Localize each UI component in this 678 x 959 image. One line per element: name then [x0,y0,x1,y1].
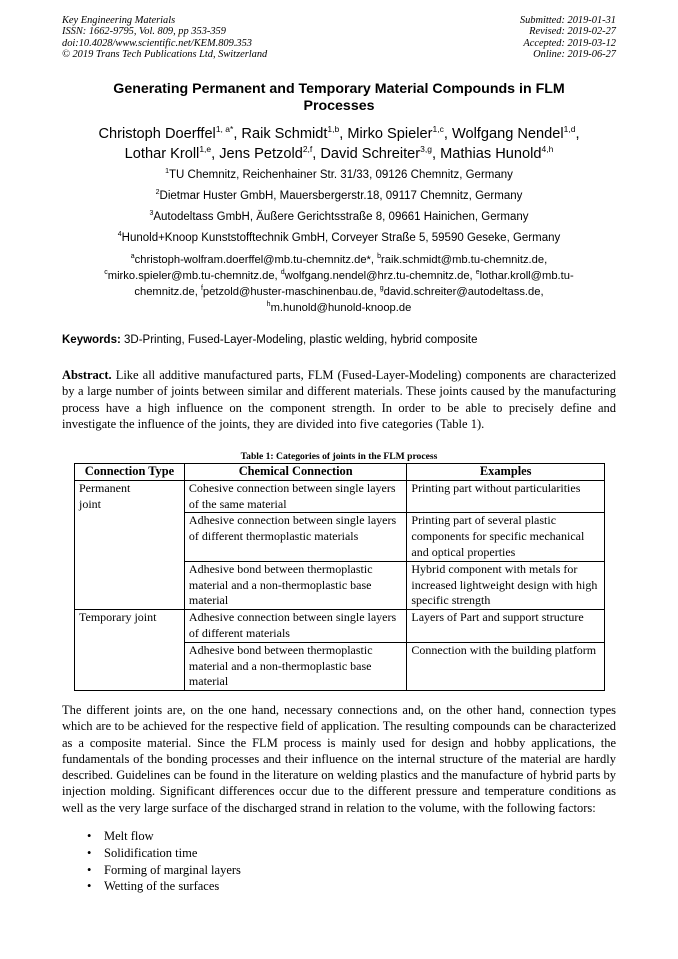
list-item [62,862,616,879]
abstract-text: Like all additive manufactured parts, FLM (Fused-Layer-Modeling) components are characterized by a large number of joints between similar and different materials. These joints caused by the manufacturing process have a high influence on the component strength. In order to be able to precisely define and investigate the influence of the joints, they are divided into five categories (Table 1). [62,368,617,431]
abstract [62,367,616,432]
affiliation-sup: 1 [165,168,169,175]
affiliation-sup: 3 [149,210,154,217]
list-item [62,845,616,862]
chemical-cell: Adhesive bond between thermoplastic material and a non-thermoplastic base material [184,642,406,690]
col-header-examples: Examples [407,464,605,481]
email-sup-g: g [379,285,384,292]
bullet-icon: • [87,845,92,860]
chemical-cell: Cohesive connection between single layers of the same material [184,480,406,513]
author-sup: 2,f [302,144,313,154]
affiliation-2 [60,189,618,203]
email-list [72,252,606,316]
chemical-cell: Adhesive connection between single layers of different materials [184,610,406,643]
email-sup-h: h [266,301,271,308]
affiliation-text: Autodeltass GmbH, Äußere Gerichtsstraße 8, 09661 Hainichen, Germany [153,211,529,223]
example-cell: Hybrid component with metals for increased lightweight design with high specific strength [407,561,605,609]
email-a[interactable]: christoph-wolfram.doerffel@mb.tu-chemnitz.de*, [134,254,375,266]
affiliation-4 [60,231,618,245]
email-sup-e: e [475,269,480,276]
email-sup-b: b [377,253,382,260]
author-name: Christoph Doerffel [98,126,216,142]
online-date: Online: 2019-06-27 [533,48,616,60]
journal-name: Key Engineering Materials [62,15,176,26]
email-e[interactable]: lothar.kroll@mb.tu- [479,270,574,282]
table-row [75,610,605,643]
submitted-date: Submitted: 2019-01-31 [519,15,616,26]
author-sup: 1,e [199,144,212,154]
affiliation-1 [60,168,618,182]
email-sup-d: d [280,269,285,276]
email-h[interactable]: m.hunold@hunold-knoop.de [270,302,412,314]
author-list: Christoph Doerffel$^{1, a*}$, Raik Schmidt$^{1,b}$, Mirko Spieler$^{1,c}$, Wolfgang Nendel$^{1,d}$, Lothar Kroll$^{1,e}$, Jens Petzold$^{2,f}$, David Schreiter$^{3,g}$, Mathias Hunold$^{4,h}$ [98,124,580,162]
journal-info [62,15,267,60]
bullet-icon: • [87,879,92,894]
journal-copyright: © 2019 Trans Tech Publications Ltd, Switzerland [62,48,268,60]
col-header-chemical-connection: Chemical Connection [184,464,406,481]
author-sup: 4,h [541,144,554,154]
author-name: David Schreiter [320,146,421,162]
example-cell: Printing part without particularities [407,480,605,513]
affiliation-text: Hunold+Knoop Kunststofftechnik GmbH, Corveyer Straße 5, 59590 Geseke, Germany [121,232,561,244]
affiliation-sup: 2 [155,189,160,196]
email-sup-f: f [200,285,203,292]
email-sup-c: c [104,269,108,276]
col-header-connection-type: Connection Type [75,464,185,481]
email-b[interactable]: raik.schmidt@mb.tu-chemnitz.de, [381,254,548,266]
author-name: Jens Petzold [219,146,303,162]
author-sup: 1,b [327,124,340,134]
example-cell: Layers of Part and support structure [407,610,605,643]
keywords [62,333,618,347]
author-name: Mirko Spieler [347,126,433,142]
chemical-cell: Adhesive connection between single layers of different thermoplastic materials [184,513,406,561]
email-g[interactable]: david.schreiter@autodeltass.de, [383,286,544,298]
email-e-cont[interactable]: chemnitz.de, [134,286,198,298]
submission-dates [520,15,616,60]
bullet-icon: • [87,862,92,877]
example-cell: Printing part of several plastic components for specific mechanical and optical properties [407,513,605,561]
title-line-2: Processes [303,98,375,114]
author-name: Wolfgang Nendel [451,126,564,142]
body-paragraph: The different joints are, on the one hand, necessary connections and, on the other hand, connection types which are to be achieved for the respective field of application. The resulting compounds can be characterized as a composite material. Since the FLM process is mainly used for design and hobby applications, the fundamentals of the bonding processes and their influence on the internal structure of the material are hardly described. Guidelines can be found in the literature on welding plastics and the manufacture of hybrid parts by injection molding. Significant differences occur due to the different pressure and temperature conditions as well as the very large surface of the discharged strand in relation to the volume, with the following factors: [62,703,616,815]
list-item [62,828,616,845]
email-sup-a: a [130,253,135,260]
table-header-row [75,464,605,481]
author-name: Raik Schmidt [241,126,328,142]
affiliation-text: Dietmar Huster GmbH, Mauersbergerstr.18, 09117 Chemnitz, Germany [159,190,523,202]
list-item-text: Wetting of the surfaces [104,879,220,894]
email-c[interactable]: mirko.spieler@mb.tu-chemnitz.de, [107,270,278,282]
keywords-text: 3D-Printing, Fused-Layer-Modeling, plastic welding, hybrid composite [124,334,478,346]
journal-doi[interactable]: doi:10.4028/www.scientific.net/KEM.809.353 [62,37,252,49]
affiliation-text: TU Chemnitz, Reichenhainer Str. 31/33, 09126 Chemnitz, Germany [169,169,513,181]
paper-title [60,81,618,115]
list-item-text: Forming of marginal layers [104,862,241,877]
abstract-label: Abstract. [62,368,112,382]
author-name: Mathias Hunold [440,146,542,162]
author-sup: 1, a* [215,124,234,134]
affiliation-3 [60,210,618,224]
table-row [75,480,605,513]
journal-issn: ISSN: 1662-9795, Vol. 809, pp 353-359 [62,26,226,38]
author-name: Lothar Kroll [124,146,200,162]
email-f[interactable]: petzold@huster-maschinenbau.de, [202,286,377,298]
bullet-icon: • [87,829,92,843]
example-cell: Connection with the building platform [407,642,605,690]
revised-date: Revised: 2019-02-27 [529,26,616,38]
email-d[interactable]: wolfgang.nendel@hrz.tu-chemnitz.de, [284,270,473,282]
table-caption: Table 1: Categories of joints in the FLM process [240,451,438,462]
author-sup: 1,d [563,124,576,134]
list-item-text: Melt flow [104,829,154,843]
keywords-label: Keywords: [62,334,121,346]
title-line-1: Generating Permanent and Temporary Material Compounds in FLM [113,81,565,97]
chemical-cell: Adhesive bond between thermoplastic material and a non-thermoplastic base material [184,561,406,609]
affiliation-sup: 4 [117,231,122,238]
joints-table [74,463,605,691]
factor-list [62,828,616,895]
list-item-text: Solidification time [104,845,198,860]
connection-type-cell: Permanent joint [75,480,185,609]
list-item [62,878,616,895]
accepted-date: Accepted: 2019-03-12 [523,37,616,49]
author-sup: 1,c [432,124,444,134]
author-sup: 3,g [420,144,432,154]
connection-type-cell: Temporary joint [75,610,185,691]
